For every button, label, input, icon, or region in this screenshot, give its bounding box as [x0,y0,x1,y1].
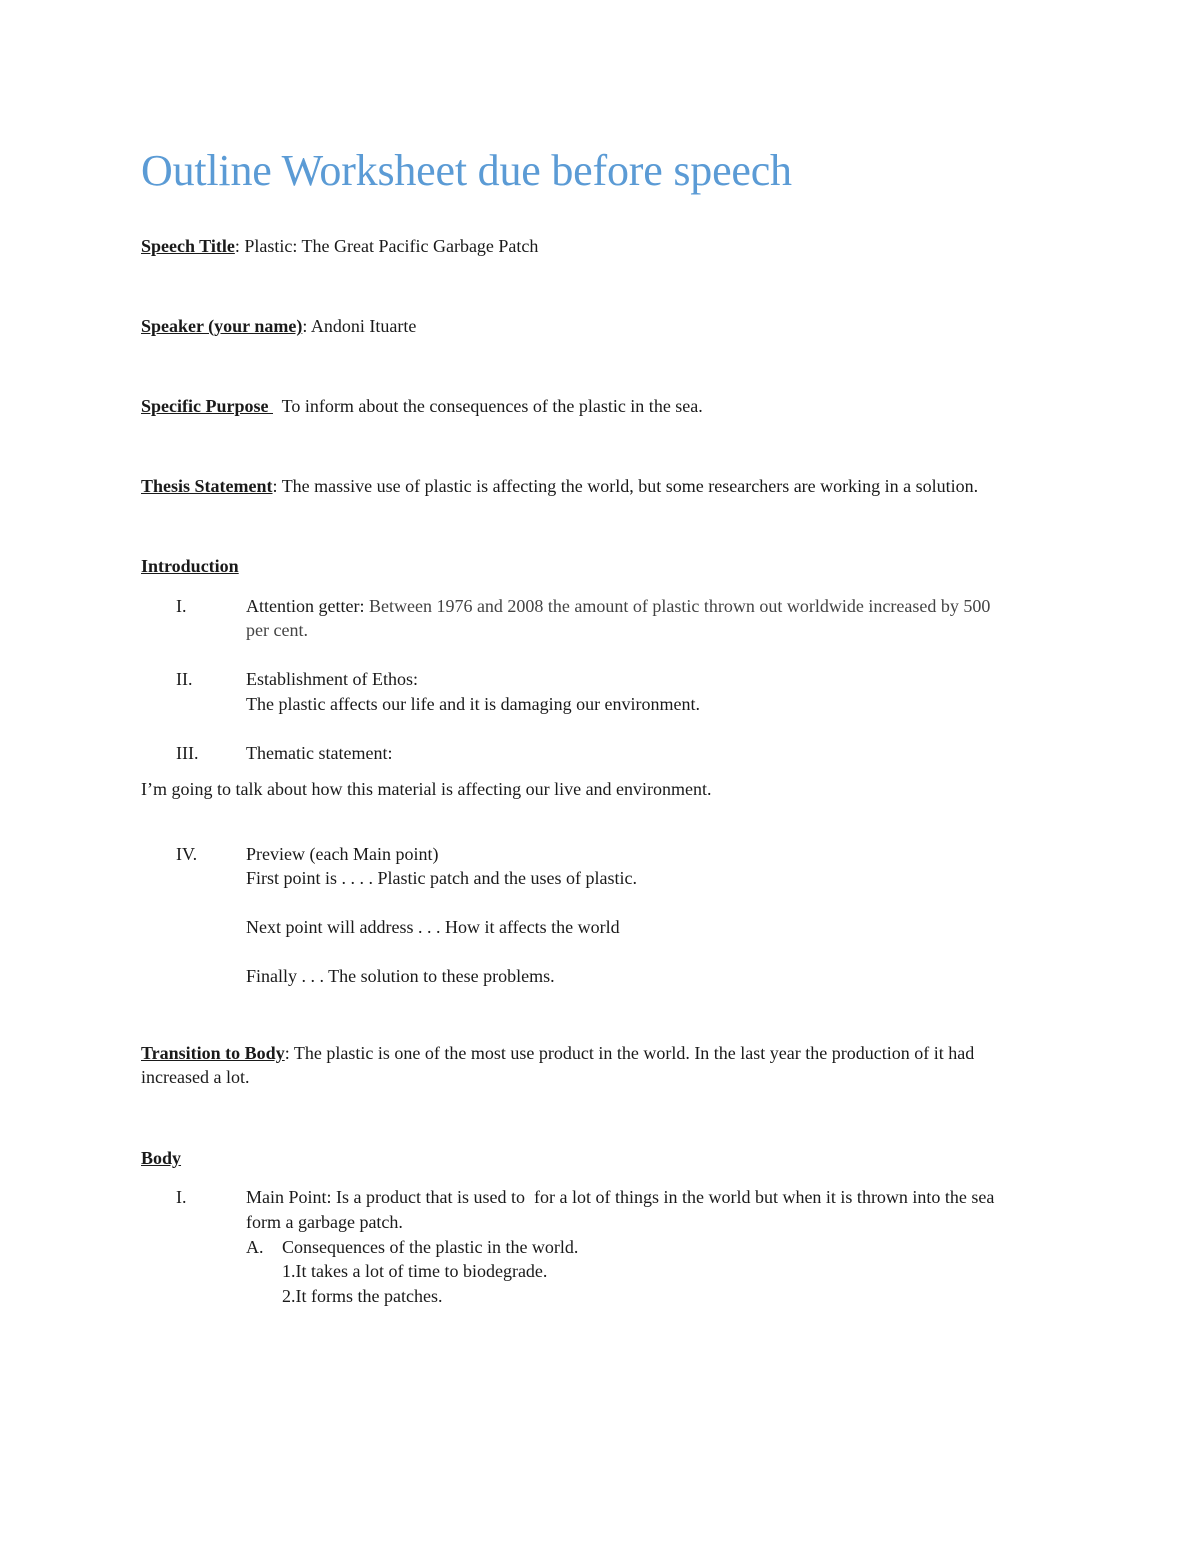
intro-numeral-3: III. [176,743,199,763]
attention-getter-text-cont: per cent. [246,620,308,640]
speaker-label: Speaker (your name) [141,316,303,336]
thesis-value: The massive use of plastic is affecting the world, but some researchers are working in a solution. [277,476,979,496]
specific-purpose-value: To inform about the consequences of the plastic in the sea. [273,396,703,416]
transition-text: The plastic is one of the most use product in the world. In the last year the production of it had [289,1043,975,1063]
thematic-label: Thematic statement: [246,743,393,763]
transition-sep: : [284,1043,290,1063]
transition-line [141,1041,974,1065]
sub-item-1-number: 1. [282,1261,296,1281]
speaker-sep: : [302,316,308,336]
specific-purpose-label: Specific Purpose [141,396,273,416]
sub-item-1-text: It takes a lot of time to biodegrade. [295,1261,548,1281]
intro-numeral-4: IV. [176,844,198,864]
transition-label: Transition to Body [141,1043,285,1063]
ethos-label: Establishment of Ethos: [246,669,418,689]
ethos-text: The plastic affects our life and it is damaging our environment. [246,694,701,714]
preview-label: Preview (each Main point) [246,844,439,864]
intro-numeral-2: II. [176,669,193,689]
transition-text-cont: increased a lot. [141,1067,250,1087]
preview-next-point: Next point will address . . . How it affects the world [246,917,620,937]
speech-title-value: Plastic: The Great Pacific Garbage Patch [239,236,539,256]
attention-getter-text: Between 1976 and 2008 the amount of plastic thrown out worldwide increased by 500 [364,596,991,616]
speech-title-label: Speech Title [141,236,235,256]
main-point-text: Main Point: Is a product that is used to for a lot of things in the world but when it is thrown into the sea [246,1187,995,1207]
speaker-value: Andoni Ituarte [307,316,417,336]
sub-point-a-text: Consequences of the plastic in the world. [282,1237,579,1257]
thesis-sep: : [272,476,278,496]
preview-finally: Finally . . . The solution to these problems. [246,966,555,986]
attention-getter-line [246,594,990,618]
speech-title-sep: : [234,236,240,256]
attention-getter-label: Attention getter: [246,596,365,616]
sub-item-2-text: It forms the patches. [295,1286,443,1306]
sub-item-2-number: 2. [282,1286,296,1306]
speech-title-line [141,234,538,258]
thematic-text: I’m going to talk about how this material is affecting our live and environment. [141,779,712,799]
body-heading: Body [141,1148,182,1168]
sub-item-2 [282,1284,442,1308]
sub-item-1 [282,1259,547,1283]
introduction-heading: Introduction [141,556,239,576]
main-point-text-cont: form a garbage patch. [246,1212,403,1232]
page-title: Outline Worksheet due before speech [141,146,792,195]
thesis-label: Thesis Statement [141,476,273,496]
preview-first-point: First point is . . . . Plastic patch and the uses of plastic. [246,868,637,888]
sub-point-a-letter: A. [246,1237,264,1257]
thesis-line [141,474,978,498]
body-numeral-1: I. [176,1187,187,1207]
speaker-line [141,314,416,338]
specific-purpose-line [141,394,703,418]
intro-numeral-1: I. [176,596,187,616]
